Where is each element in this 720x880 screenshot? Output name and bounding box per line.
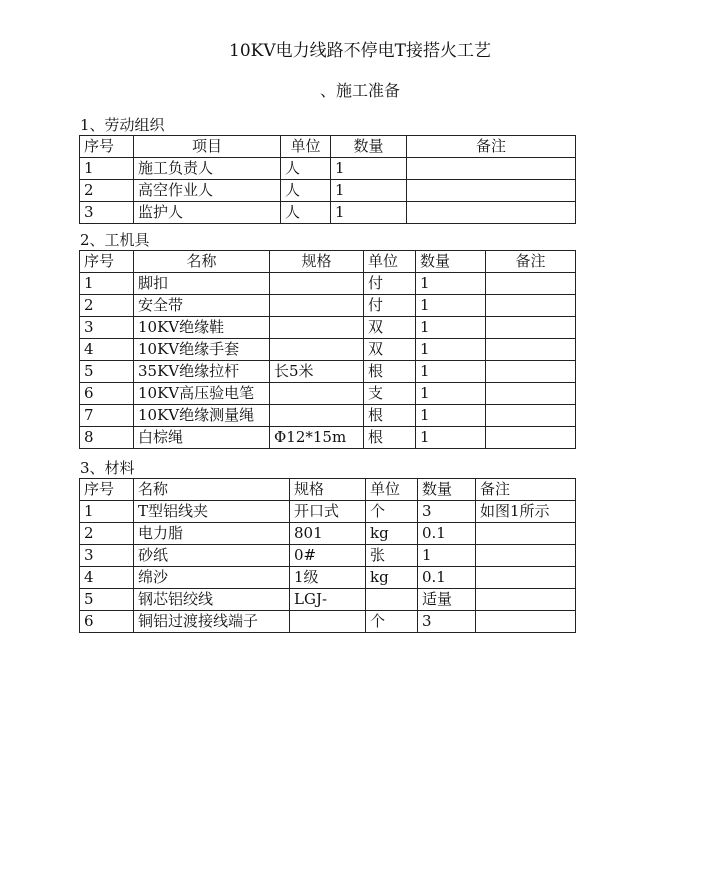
table-cell: 人	[281, 158, 331, 180]
table-cell: 个	[366, 611, 418, 633]
table-cell	[486, 273, 576, 295]
table-row	[80, 383, 576, 405]
table-row	[80, 427, 576, 449]
table-cell: 白棕绳	[134, 427, 270, 449]
table-row	[80, 317, 576, 339]
col-header-qty: 数量	[416, 251, 486, 273]
table-cell: Φ12*15m	[270, 427, 364, 449]
materials-table	[79, 478, 576, 633]
table-cell: 砂纸	[134, 545, 290, 567]
table-cell: 1	[416, 273, 486, 295]
labor-heading: 1、劳动组织	[80, 116, 165, 134]
table-cell: 人	[281, 180, 331, 202]
col-header-spec: 规格	[290, 479, 366, 501]
table-cell: 2	[80, 180, 134, 202]
table-cell: 施工负责人	[134, 158, 281, 180]
table-cell: 0.1	[418, 567, 476, 589]
table-cell: 1	[416, 339, 486, 361]
table-cell: 3	[80, 317, 134, 339]
table-cell: 如图1所示	[476, 501, 576, 523]
table-cell: kg	[366, 523, 418, 545]
table-row	[80, 180, 576, 202]
table-cell: 双	[364, 317, 416, 339]
table-cell: 1级	[290, 567, 366, 589]
table-cell	[476, 567, 576, 589]
table-row	[80, 295, 576, 317]
table-cell: 铜铝过渡接线端子	[134, 611, 290, 633]
table-header-row	[80, 251, 576, 273]
table-row	[80, 523, 576, 545]
table-cell: 35KV绝缘拉杆	[134, 361, 270, 383]
table-cell: kg	[366, 567, 418, 589]
table-cell: 高空作业人	[134, 180, 281, 202]
table-cell	[486, 427, 576, 449]
col-header-spec: 规格	[270, 251, 364, 273]
table-cell: T型铝线夹	[134, 501, 290, 523]
table-cell	[486, 295, 576, 317]
table-cell: 安全带	[134, 295, 270, 317]
table-cell: 根	[364, 427, 416, 449]
table-cell	[407, 158, 576, 180]
table-cell	[366, 589, 418, 611]
table-cell: 电力脂	[134, 523, 290, 545]
section-title: 、施工准备	[319, 81, 400, 100]
table-cell	[476, 523, 576, 545]
labor-table	[79, 135, 576, 224]
table-row	[80, 202, 576, 224]
col-header-name: 名称	[134, 479, 290, 501]
table-cell: 0.1	[418, 523, 476, 545]
table-cell: 付	[364, 273, 416, 295]
table-cell: 4	[80, 567, 134, 589]
table-cell: 2	[80, 295, 134, 317]
table-cell: 10KV绝缘手套	[134, 339, 270, 361]
col-header-remark: 备注	[407, 136, 576, 158]
table-cell: LGJ-	[290, 589, 366, 611]
table-cell: 1	[416, 361, 486, 383]
table-cell: 1	[80, 273, 134, 295]
table-cell: 4	[80, 339, 134, 361]
col-header-unit: 单位	[281, 136, 331, 158]
table-row	[80, 361, 576, 383]
col-header-name: 名称	[134, 251, 270, 273]
table-cell: 绵沙	[134, 567, 290, 589]
col-header-unit: 单位	[364, 251, 416, 273]
table-cell: 3	[418, 611, 476, 633]
table-header-row	[80, 136, 576, 158]
col-header-no: 序号	[80, 136, 134, 158]
table-row	[80, 158, 576, 180]
table-row	[80, 501, 576, 523]
table-cell: 1	[331, 158, 407, 180]
table-cell	[407, 180, 576, 202]
col-header-no: 序号	[80, 479, 134, 501]
table-cell: 人	[281, 202, 331, 224]
table-row	[80, 545, 576, 567]
materials-heading: 3、材料	[80, 459, 135, 477]
table-cell	[290, 611, 366, 633]
col-header-remark: 备注	[486, 251, 576, 273]
table-cell: 6	[80, 383, 134, 405]
table-cell: 1	[416, 427, 486, 449]
tools-heading: 2、工机具	[80, 231, 150, 249]
table-cell: 支	[364, 383, 416, 405]
col-header-remark: 备注	[476, 479, 576, 501]
table-cell	[486, 317, 576, 339]
table-row	[80, 339, 576, 361]
tools-table	[79, 250, 576, 449]
table-cell	[270, 339, 364, 361]
table-cell	[486, 383, 576, 405]
table-cell: 5	[80, 361, 134, 383]
table-cell	[486, 405, 576, 427]
table-cell: 长5米	[270, 361, 364, 383]
table-cell: 1	[80, 501, 134, 523]
table-row	[80, 589, 576, 611]
table-cell: 801	[290, 523, 366, 545]
col-header-item: 项目	[134, 136, 281, 158]
table-cell	[486, 339, 576, 361]
col-header-qty: 数量	[331, 136, 407, 158]
table-cell: 0#	[290, 545, 366, 567]
table-cell: 7	[80, 405, 134, 427]
table-cell: 10KV绝缘鞋	[134, 317, 270, 339]
table-row	[80, 567, 576, 589]
table-cell: 开口式	[290, 501, 366, 523]
table-cell	[270, 295, 364, 317]
table-cell: 1	[416, 317, 486, 339]
table-cell: 适量	[418, 589, 476, 611]
table-cell: 监护人	[134, 202, 281, 224]
table-cell: 2	[80, 523, 134, 545]
table-cell	[270, 405, 364, 427]
table-cell: 6	[80, 611, 134, 633]
col-header-no: 序号	[80, 251, 134, 273]
table-cell	[486, 361, 576, 383]
table-cell: 钢芯铝绞线	[134, 589, 290, 611]
table-row	[80, 611, 576, 633]
table-cell: 1	[416, 383, 486, 405]
table-cell	[270, 383, 364, 405]
table-cell: 10KV高压验电笔	[134, 383, 270, 405]
table-cell	[407, 202, 576, 224]
table-cell: 1	[80, 158, 134, 180]
table-cell: 1	[418, 545, 476, 567]
table-cell	[476, 611, 576, 633]
document-title: 10KV电力线路不停电T接搭火工艺	[229, 41, 491, 61]
table-cell: 8	[80, 427, 134, 449]
table-cell: 3	[418, 501, 476, 523]
table-cell: 3	[80, 202, 134, 224]
table-cell: 个	[366, 501, 418, 523]
table-cell	[270, 317, 364, 339]
table-cell	[270, 273, 364, 295]
table-cell: 1	[331, 202, 407, 224]
col-header-unit: 单位	[366, 479, 418, 501]
col-header-qty: 数量	[418, 479, 476, 501]
table-cell: 张	[366, 545, 418, 567]
table-cell: 脚扣	[134, 273, 270, 295]
table-row	[80, 273, 576, 295]
table-cell: 1	[416, 295, 486, 317]
table-cell	[476, 589, 576, 611]
table-cell: 5	[80, 589, 134, 611]
table-cell: 1	[331, 180, 407, 202]
table-cell: 付	[364, 295, 416, 317]
table-cell: 根	[364, 361, 416, 383]
table-cell: 10KV绝缘测量绳	[134, 405, 270, 427]
table-cell: 双	[364, 339, 416, 361]
table-cell: 1	[416, 405, 486, 427]
table-cell: 3	[80, 545, 134, 567]
table-cell	[476, 545, 576, 567]
table-header-row	[80, 479, 576, 501]
table-cell: 根	[364, 405, 416, 427]
table-row	[80, 405, 576, 427]
